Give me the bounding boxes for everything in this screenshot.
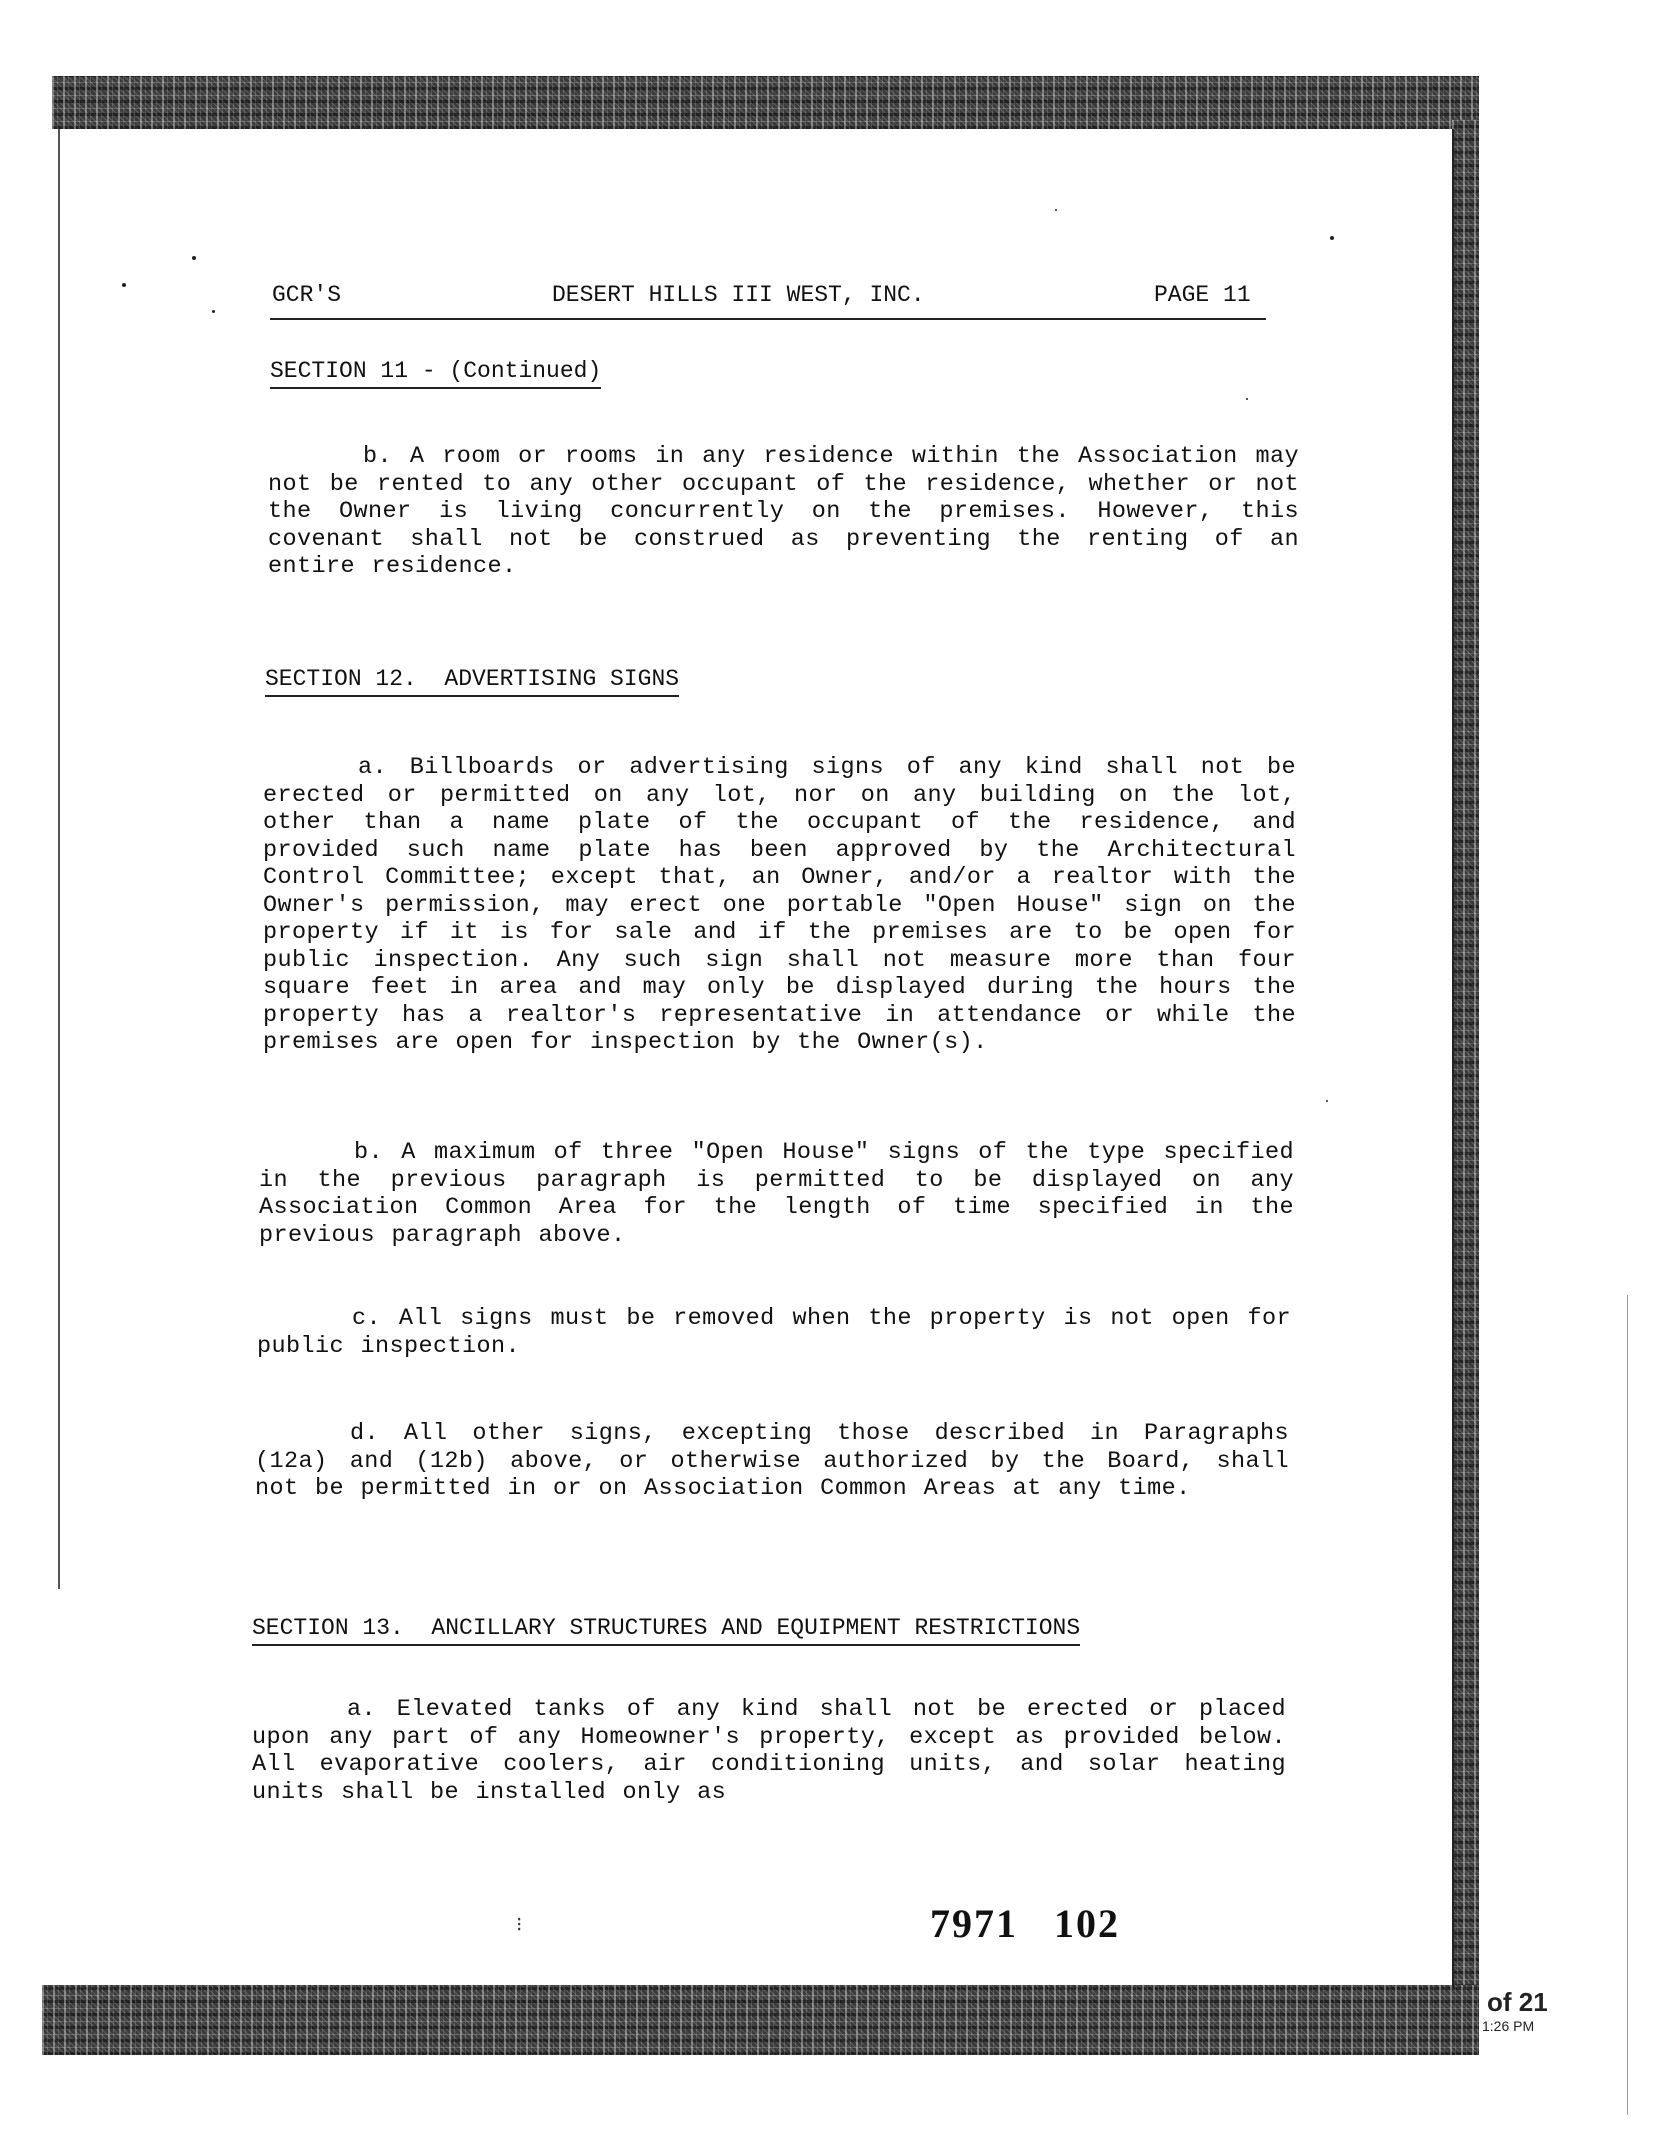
speck (212, 310, 215, 313)
speck (1330, 236, 1334, 240)
section-12-paragraph-d: d. All other signs, excepting those described in Paragraphs (12a) and (12b) above, or otherwise authorized by the Board, shall not be permitted in or on Association Common Areas at any time. (255, 1420, 1289, 1502)
scan-bottom-border (42, 1985, 1479, 2055)
section-12-paragraph-a: a. Billboards or advertising signs of any kind shall not be erected or permitted on any lot, nor on any building on the lot, other than a name plate of the occupant of the residence, and provided such name plate has been approved by the Architectural Control Committee; except that, an Owner, and/or a realtor with the Owner's permission, may erect one portable "Open House" sign on the property if it is for sale and if the premises are to be open for public inspection. Any such sign shall not measure more than four square feet in area and may only be displayed during the hours the property has a realtor's representative in attendance or while the premises are open for inspection by the Owner(s). (263, 754, 1296, 1056)
speck (122, 283, 126, 287)
section-11-paragraph-b: b. A room or rooms in any residence within the Association may not be rented to any other occupant of the residence, whether or not the Owner is living concurrently on the premises. However, this covenant shall not be construed as preventing the renting of an entire residence. (268, 443, 1299, 580)
section-12-heading: SECTION 12. ADVERTISING SIGNS (265, 665, 679, 697)
scan-top-border (52, 76, 1479, 129)
document-header (270, 278, 1266, 320)
recording-stamp (930, 1900, 1120, 1947)
section-13-paragraph-a: a. Elevated tanks of any kind shall not be erected or placed upon any part of any Homeowner's property, except as provided below. All evaporative coolers, air conditioning units, and solar heating units shall be installed only as (252, 1696, 1286, 1806)
page-count-label: of 21 (1487, 1987, 1548, 2017)
stamp-book: 7971 (930, 1901, 1018, 1946)
section-11-heading: SECTION 11 - (Continued) (270, 357, 601, 389)
section-13-heading: SECTION 13. ANCILLARY STRUCTURES AND EQUIPMENT RESTRICTIONS (252, 1614, 1080, 1646)
timestamp-label: 1:26 PM (1482, 2018, 1535, 2034)
speck (192, 256, 196, 260)
header-left: GCR'S (272, 282, 342, 308)
speck (1246, 398, 1248, 400)
scan-line (1627, 1295, 1628, 2115)
speck (1326, 1100, 1328, 1102)
speck: ⁝ (516, 1915, 523, 1938)
section-12-paragraph-c: c. All signs must be removed when the property is not open for public inspection. (257, 1305, 1291, 1360)
scan-left-edge (58, 129, 60, 1589)
header-title: DESERT HILLS III WEST, INC. (552, 282, 925, 308)
stamp-page: 102 (1054, 1901, 1120, 1946)
section-12-paragraph-b: b. A maximum of three "Open House" signs of the type specified in the previous paragraph is permitted to be displayed on any Association Common Area for the length of time specified in the previous paragraph above. (259, 1139, 1294, 1249)
header-page: PAGE 11 (1154, 282, 1251, 308)
speck (1055, 209, 1057, 211)
scan-right-border (1452, 120, 1479, 2000)
